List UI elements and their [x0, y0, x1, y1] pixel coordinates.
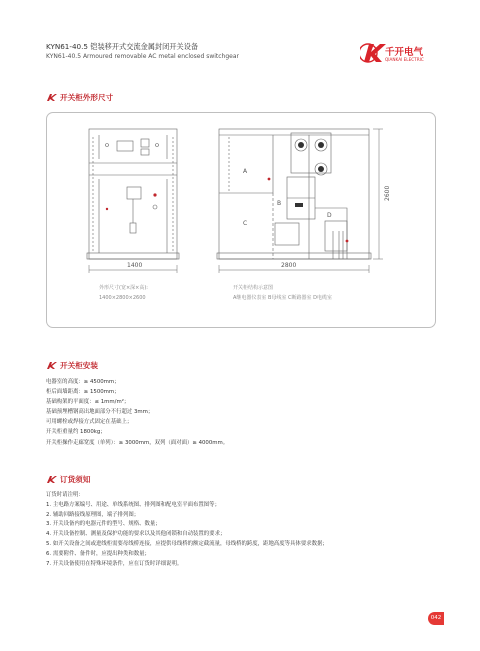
compartment-a-label: A	[243, 168, 248, 175]
front-caption-line2: 1400×2800×2600	[99, 295, 146, 301]
ordering-list	[46, 491, 328, 569]
ordering-line: 4. 开关设备控制、测量及保护功能的要求以及其他闭锁和自动装置的要求；	[46, 531, 226, 538]
page-number: 042	[428, 612, 444, 625]
brand-name-en: QIANKAI ELECTRIC	[385, 57, 424, 62]
installation-line: 基础构架的平面度：≤ 1mm/m²；	[46, 399, 130, 406]
installation-line: 开关柜操作走廊宽度（单列）：≥ 3000mm，双列（面对面）≥ 4000mm。	[46, 439, 229, 446]
side-caption-line1: 开关柜结构示意图	[233, 285, 274, 291]
side-view-drawing	[217, 129, 371, 259]
front-width-label: 1400	[127, 262, 143, 269]
side-red-marks	[268, 178, 349, 243]
section-title-dimensions: 开关柜外形尺寸	[46, 92, 113, 103]
ordering-line: 6. 需要附件、备件时，应提出种类和数量；	[46, 550, 150, 557]
header-title-en: KYN61-40.5 Armoured removable AC metal enclosed switchgear	[46, 53, 240, 60]
brand-name-cn: 千开电气	[385, 47, 424, 58]
front-caption-line1: 外形尺寸(宽×深×高):	[99, 285, 148, 291]
header-title-cn: KYN61-40.5 铠装移开式交流金属封闭开关设备	[46, 42, 199, 51]
ordering-line: 5. 如开关设备之间或进线柜需要母线桥连接，应提供母线桥的额定截流量，母线桥的跨度，距地高度等具体要求数据；	[46, 540, 328, 547]
ordering-line: 3. 开关设备内的电器元件的型号、规格、数量；	[46, 521, 161, 528]
compartment-b-label: B	[277, 200, 282, 207]
section-title-installation: 开关柜安装	[46, 360, 98, 371]
section-bullet-icon	[46, 361, 57, 370]
installation-line: 可用螺栓或焊接方式固定在基础上；	[46, 419, 133, 426]
section-title-ordering: 订货须知	[46, 474, 90, 485]
ordering-line: 7. 开关设备使用在特殊环境条件，应在订货时详细说明。	[46, 560, 183, 567]
front-red-lamps	[106, 193, 157, 210]
installation-line: 开关柜重量约 1800kg；	[46, 429, 106, 436]
side-height-label: 2600	[384, 185, 391, 201]
front-view-drawing	[87, 129, 179, 259]
installation-line: 柜后面墙距离：≥ 1500mm；	[46, 389, 120, 396]
ordering-line: 2. 辅助回路接线原理图，端子排列图；	[46, 511, 140, 518]
side-height-dimension	[373, 129, 383, 259]
switchgear-drawings	[47, 113, 435, 327]
ordering-line: 1. 主电路方案编号、用途、单线系统图、排列图和配电室平面布置图等；	[46, 501, 220, 508]
section-bullet-icon	[46, 93, 57, 102]
installation-line: 电器室的高度：≥ 4500mm；	[46, 379, 120, 385]
dimensions-frame	[46, 112, 436, 328]
section-bullet-icon	[46, 475, 57, 484]
ordering-line: 订货时请注明：	[46, 492, 84, 498]
compartment-c-label: C	[243, 220, 248, 227]
installation-line: 基础预埋槽钢高出地面部分不行超过 3mm；	[46, 409, 154, 416]
compartment-d-label: D	[327, 212, 332, 219]
side-caption-line2: A继电器仪表室 B母线室 C断路器室 D电缆室	[233, 295, 332, 301]
side-depth-label: 2800	[281, 262, 297, 269]
installation-list	[46, 377, 228, 448]
side-busbars	[295, 142, 324, 207]
